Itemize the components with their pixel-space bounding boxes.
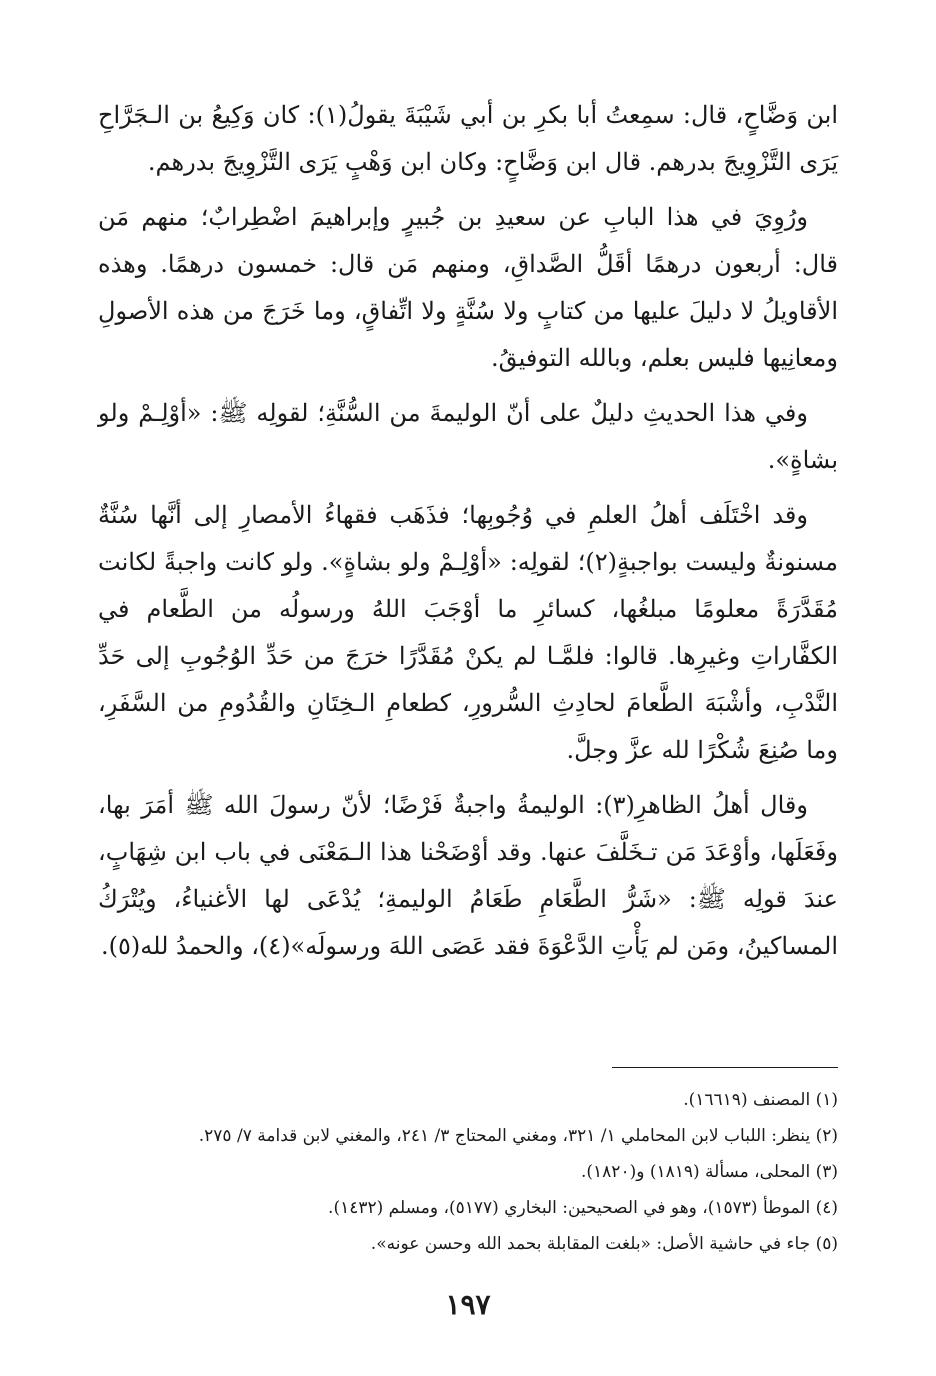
page-body [98,92,838,978]
paragraph-4: وقد اخْتَلَف أهلُ العلمِ في وُجُوبِها؛ فذَهَب فقهاءُ الأمصارِ إلى أنَّها سُنَّةٌ مسنونةٌ وليست بواجبةٍ(٢)؛ لقولِه: «أوْلِـمْ ولو بشاةٍ». ولو كانت واجبةً لكانت مُقَدَّرَةً معلومًا مبلغُها، كسائرِ ما أوْجَبَ اللهُ ورسولُه من الطَّعام في الكفَّاراتِ وغيرِها. قالوا: فلمَّـا لم يكنْ مُقَدَّرًا خرَجَ من حَدِّ الوُجُوبِ إلى حَدِّ النَّدْبِ، وأشْبَهَ الطَّعامَ لحادِثِ السُّرورِ، كطعامِ الـخِتَانِ والقُدُومِ من السَّفَرِ، وما صُنِعَ شُكْرًا لله عزَّ وجلَّ. [98,501,839,764]
main-text [98,92,838,970]
footnote-3: (٣) المحلى، مسألة (١٨١٩) و(١٨٢٠). [581,1162,838,1182]
footnote-2: (٢) ينظر: اللباب لابن المحاملي ١/ ٣٢١، ومغني المحتاج ٣/ ٢٤١، والمغني لابن قدامة ٧/ ٢٧٥. [198,1126,838,1146]
paragraph-3: وفي هذا الحديثِ دليلٌ على أنّ الوليمةَ من السُّنَّةِ؛ لقولِه ﷺ: «أوْلِـمْ ولو بشاةٍ». [98,399,838,474]
paragraph-1: ابن وَضَّاحٍ، قال: سمِعتُ أبا بكرِ بن أبي شَيْبَةَ يقولُ(١): كان وَكِيعُ بن الـجَرَّاحِ يَرَى التَّزْوِيجَ بدرهم. قال ابن وَضَّاحٍ: وكان ابن وَهْبٍ يَرَى التَّزْوِيجَ بدرهم. [98,101,838,176]
paragraph-5: وقال أهلُ الظاهرِ(٣): الوليمةُ واجبةٌ فَرْضًا؛ لأنّ رسولَ الله ﷺ أمَرَ بها، وفَعَلَها، وأوْعَدَ مَن تـخَلَّفَ عنها. وقد أوْضَحْنا هذا الـمَعْنَى في باب ابن شِهَابٍ، عندَ قولِه ﷺ: «شَرُّ الطَّعَامِ طَعَامُ الوليمةِ؛ يُدْعَى لها الأغنياءُ، ويُتْرَكُ المساكينُ، ومَن لم يَأْتِ الدَّعْوَةَ فقد عَصَى اللهَ ورسولَه»(٤)، والحمدُ لله(٥). [98,791,838,960]
footnote-1: (١) المصنف (١٦٦١٩). [683,1090,838,1110]
paragraph-2: ورُوِيَ في هذا البابِ عن سعيدِ بن جُبيرٍ وإبراهيمَ اضْطِرابٌ؛ منهم مَن قال: أربعون درهمًا أقَلُّ الصَّداقِ، ومنهم مَن قال: خمسون درهمًا. وهذه الأقاويلُ لا دليلَ عليها من كتابٍ ولا سُنَّةٍ ولا اتِّفاقٍ، وما خَرَجَ من هذه الأصولِ ومعانِيها فليس بعلم، وبالله التوفيقُ. [98,203,838,372]
footnote-4: (٤) الموطأ (١٥٧٣)، وهو في الصحيحين: البخاري (٥١٧٧)، ومسلم (١٤٣٢). [328,1198,838,1218]
footnote-5: (٥) جاء في حاشية الأصل: «بلغت المقابلة بحمد الله وحسن عونه». [370,1234,838,1254]
page-number: ١٩٧ [445,1288,491,1321]
footnote-divider [612,1067,838,1068]
footnotes [98,1082,838,1262]
